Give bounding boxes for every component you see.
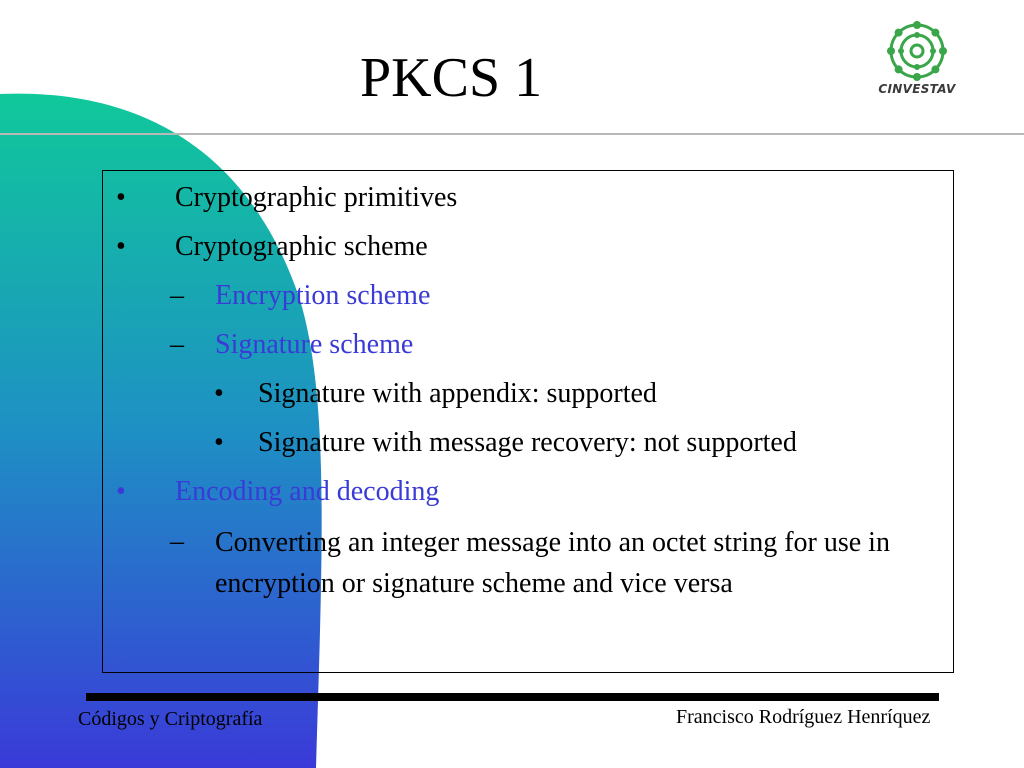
dash-marker: – xyxy=(170,526,184,557)
sub-sub-bullet-text: Signature with appendix: supported xyxy=(258,378,657,409)
slide-title: PKCS 1 xyxy=(360,47,543,109)
bullet-marker: • xyxy=(116,182,126,213)
footer-author: Francisco Rodríguez Henríquez xyxy=(676,706,931,728)
title-divider xyxy=(0,133,1024,135)
sub-sub-bullet-text: Signature with message recovery: not supported xyxy=(258,427,797,458)
bullet-text: Cryptographic primitives xyxy=(175,182,458,213)
bullet-marker: • xyxy=(214,378,224,409)
logo-text: CINVESTAV xyxy=(878,82,956,96)
bullet-text: Cryptographic scheme xyxy=(175,231,428,262)
sub-bullet-text: Signature scheme xyxy=(215,329,414,360)
sub-bullet-text: Converting an integer message into an octet string for use in encryption or signature scheme and vice versa xyxy=(215,527,890,599)
cinvestav-emblem-icon xyxy=(886,20,948,82)
bullet-marker: • xyxy=(214,427,224,458)
dash-marker: – xyxy=(170,329,184,360)
sub-bullet-text: Encryption scheme xyxy=(215,280,431,311)
dash-marker: – xyxy=(170,280,184,311)
footer-divider xyxy=(86,693,939,701)
bullet-text: Encoding and decoding xyxy=(175,476,440,507)
bullet-marker: • xyxy=(116,476,126,507)
footer-course-title: Códigos y Criptografía xyxy=(78,708,263,730)
bullet-marker: • xyxy=(116,231,126,262)
cinvestav-logo xyxy=(872,20,962,104)
